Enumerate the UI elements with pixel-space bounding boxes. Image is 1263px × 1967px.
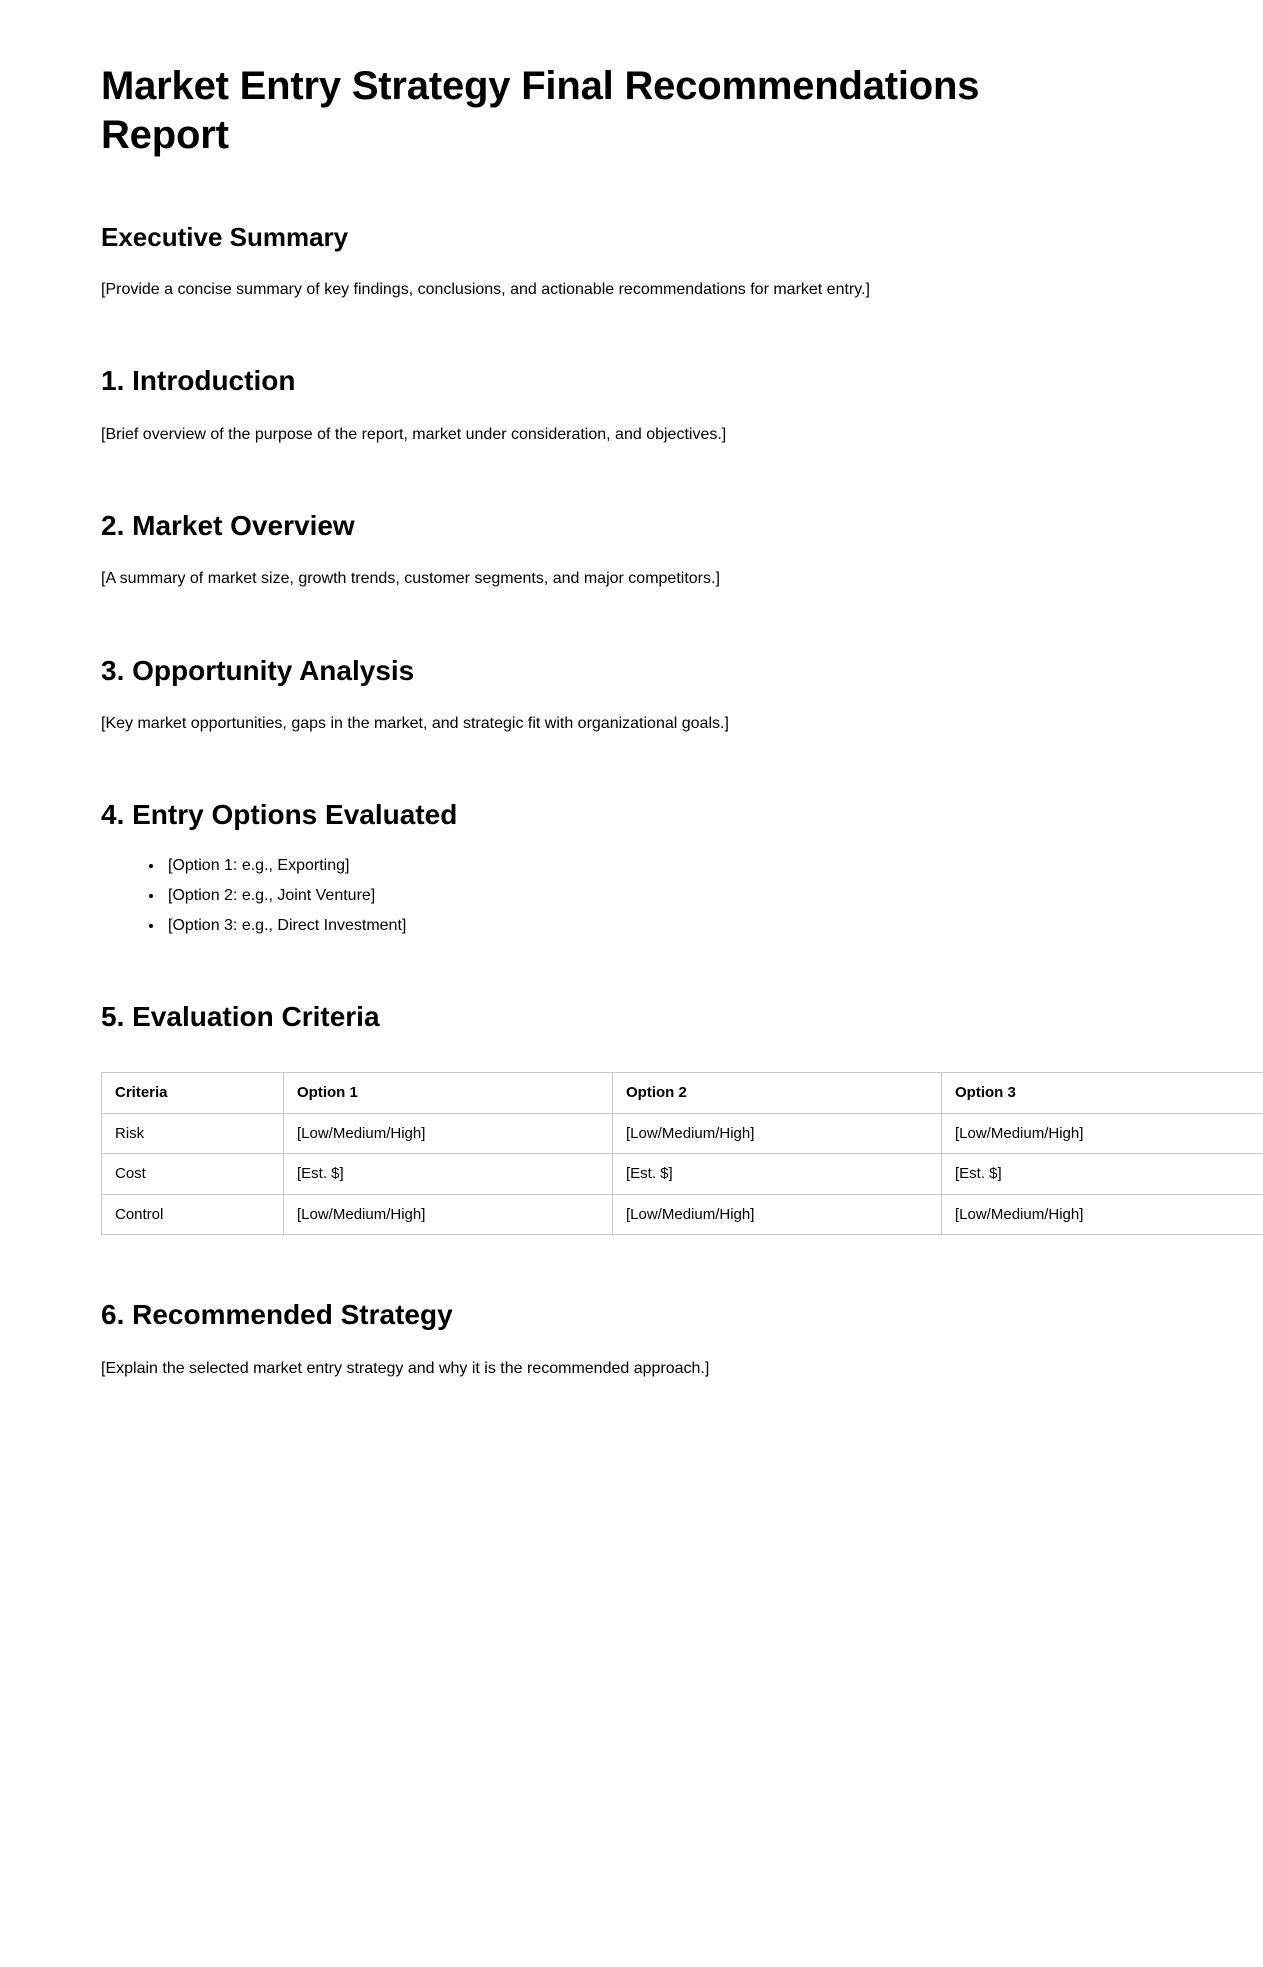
table-cell-option-3: [Low/Medium/High]	[942, 1113, 1263, 1154]
section-recommended-strategy-heading: 6. Recommended Strategy	[101, 1299, 453, 1331]
table-cell-criteria: Cost	[102, 1154, 284, 1195]
table-head	[102, 1073, 1263, 1114]
table-header-option-3: Option 3	[942, 1073, 1263, 1114]
list-item: • [Option 1: e.g., Exporting]	[164, 854, 1163, 877]
table-header-option-2: Option 2	[613, 1073, 942, 1114]
section-evaluation-criteria-heading: 5. Evaluation Criteria	[101, 1001, 380, 1033]
table-header-row	[102, 1073, 1263, 1114]
table-cell-criteria: Risk	[102, 1113, 284, 1154]
section-introduction-body: [Brief overview of the purpose of the report, market under consideration, and objectives.]	[101, 425, 727, 443]
section-introduction-heading: 1. Introduction	[101, 364, 296, 396]
table-row	[102, 1194, 1263, 1235]
table-cell-option-3: [Est. $]	[942, 1154, 1263, 1195]
section-opportunity-analysis-body: [Key market opportunities, gaps in the market, and strategic fit with organizational goals.]	[101, 715, 729, 733]
table-cell-criteria: Control	[102, 1194, 284, 1235]
table-cell-option-1: [Low/Medium/High]	[284, 1113, 613, 1154]
section-market-overview	[101, 509, 1163, 591]
section-recommended-strategy	[101, 1298, 1163, 1380]
section-market-overview-heading: 2. Market Overview	[101, 509, 355, 541]
table-cell-option-3: [Low/Medium/High]	[942, 1194, 1263, 1235]
table-row	[102, 1113, 1263, 1154]
list-item: • [Option 2: e.g., Joint Venture]	[164, 884, 1163, 907]
table-cell-option-2: [Low/Medium/High]	[613, 1194, 942, 1235]
entry-options-list	[101, 854, 1163, 938]
section-opportunity-analysis-heading: 3. Opportunity Analysis	[101, 654, 415, 686]
table-row	[102, 1154, 1263, 1195]
table-cell-option-1: [Low/Medium/High]	[284, 1194, 613, 1235]
section-introduction	[101, 364, 1163, 446]
table-cell-option-2: [Est. $]	[613, 1154, 942, 1195]
table-body	[102, 1113, 1263, 1235]
section-executive-summary	[101, 222, 1163, 301]
table-header-criteria: Criteria	[102, 1073, 284, 1114]
table-cell-option-2: [Low/Medium/High]	[613, 1113, 942, 1154]
table-header-option-1: Option 1	[284, 1073, 613, 1114]
evaluation-criteria-table	[101, 1072, 1263, 1235]
page-title: Market Entry Strategy Final Recommendations Report	[101, 64, 980, 157]
executive-summary-heading: Executive Summary	[101, 221, 349, 252]
section-evaluation-criteria	[101, 1000, 1163, 1235]
section-opportunity-analysis	[101, 654, 1163, 736]
section-entry-options-evaluated	[101, 798, 1163, 937]
table-cell-option-1: [Est. $]	[284, 1154, 613, 1195]
list-item: • [Option 3: e.g., Direct Investment]	[164, 914, 1163, 937]
section-entry-options-heading: 4. Entry Options Evaluated	[101, 799, 458, 831]
section-recommended-strategy-body: [Explain the selected market entry strategy and why it is the recommended approach.]	[101, 1359, 710, 1377]
executive-summary-body: [Provide a concise summary of key findings, conclusions, and actionable recommendations for market entry.]	[101, 280, 870, 298]
section-market-overview-body: [A summary of market size, growth trends, customer segments, and major competitors.]	[101, 570, 720, 588]
